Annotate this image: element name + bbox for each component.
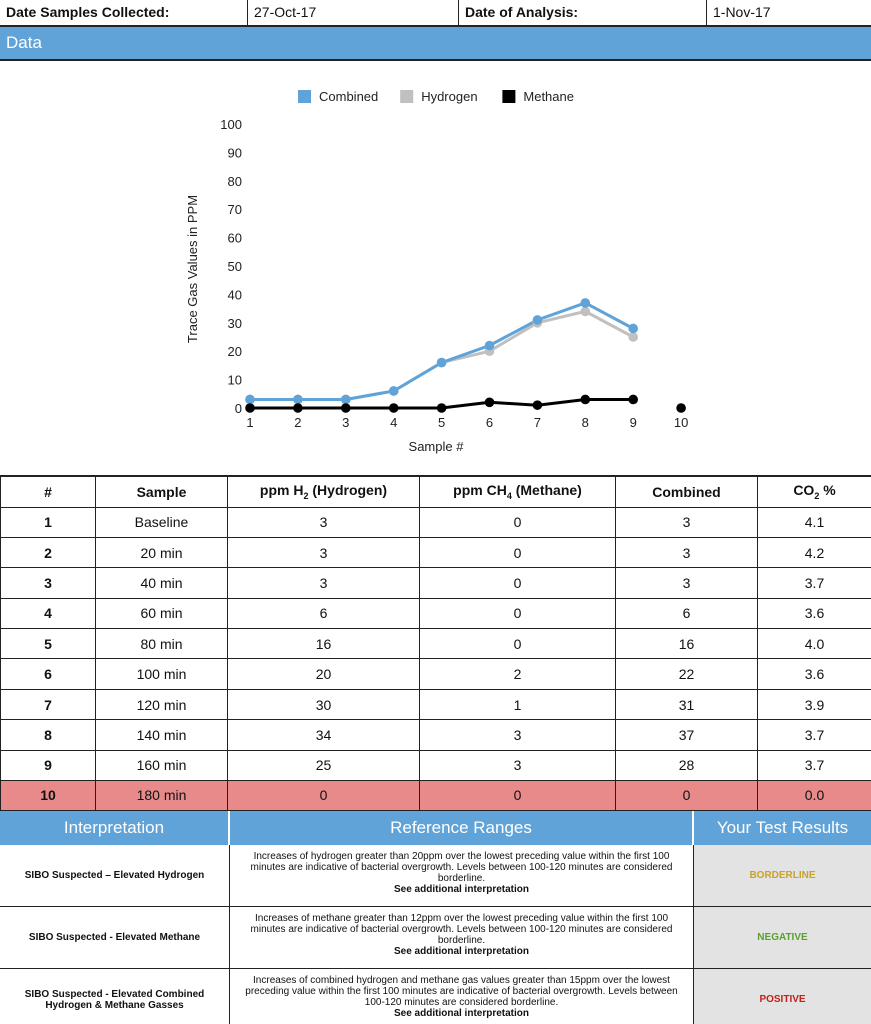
interpretation-table: [0, 811, 871, 1024]
interpretation-row: [0, 845, 871, 907]
col-header-interpretation: Interpretation: [0, 811, 230, 845]
row-co2: 3.9: [758, 689, 871, 719]
x-tick-label: 2: [294, 415, 302, 430]
table-header-row: [1, 476, 871, 507]
col-header-combined: Combined: [616, 476, 758, 507]
analysis-label: Date of Analysis:: [459, 0, 707, 25]
x-tick-label: 5: [437, 415, 446, 430]
table-row: [1, 750, 871, 780]
see-additional-link[interactable]: See additional interpretation: [393, 1008, 530, 1019]
row-hydrogen: 6: [228, 598, 420, 628]
legend-label-methane: Methane: [523, 89, 574, 104]
x-tick-label: 4: [390, 415, 398, 430]
interpretation-label: SIBO Suspected - Elevated Combined Hydrogen & Methane Gasses: [0, 969, 230, 1024]
row-combined: 16: [616, 629, 758, 659]
row-co2: 4.0: [758, 629, 871, 659]
row-hydrogen: 16: [228, 629, 420, 659]
x-tick-label: 1: [246, 415, 254, 430]
data-point-combined: [293, 395, 303, 405]
table-row: [1, 720, 871, 750]
data-point-methane: [245, 403, 255, 413]
series-line-hydrogen: [250, 311, 633, 399]
legend-swatch-combined: [298, 90, 311, 103]
x-tick-label: 3: [342, 415, 350, 430]
data-section-banner: Data: [0, 27, 871, 61]
row-number: 4: [1, 598, 96, 628]
col-header-hydrogen: ppm $H_2$ (Hydrogen): [228, 476, 420, 507]
table-row: [1, 568, 871, 598]
row-co2: 4.1: [758, 507, 871, 537]
sample-data-table: [0, 475, 871, 812]
row-hydrogen: 0: [228, 781, 420, 811]
row-sample: Baseline: [96, 507, 228, 537]
interpretation-row: [0, 969, 871, 1024]
row-methane: 3: [420, 720, 616, 750]
col-header-reference-ranges: Reference Ranges: [230, 811, 694, 845]
chart-legend: [298, 89, 574, 104]
reference-range-text: Increases of methane greater than 12ppm over the lowest preceding value within the first 100 minutes are indicative of bacterial overgrowth. Levels between 100-120 minutes are considered borderline.: [250, 913, 673, 946]
row-methane: 0: [420, 629, 616, 659]
row-co2: 3.6: [758, 598, 871, 628]
y-tick-label: 60: [227, 230, 242, 246]
test-result: [694, 969, 871, 1024]
legend-swatch-methane: [502, 90, 515, 103]
data-point-combined: [485, 341, 495, 351]
row-sample: 120 min: [96, 689, 228, 719]
row-hydrogen: 25: [228, 750, 420, 780]
data-point-methane: [485, 398, 495, 408]
reference-range: [230, 969, 694, 1024]
row-combined: 31: [616, 689, 758, 719]
x-tick-label: 9: [629, 415, 637, 430]
row-hydrogen: 30: [228, 689, 420, 719]
data-point-methane: [293, 403, 303, 413]
reference-range-text: Increases of combined hydrogen and methane gas values greater than 15ppm over the lowest preceding value within the first 100 minutes are indicative of bacterial overgrowth. Levels between 100-120 minutes are considered borderline.: [245, 975, 678, 1008]
row-combined: 3: [616, 537, 758, 567]
data-point-combined: [581, 298, 591, 308]
row-sample: 140 min: [96, 720, 228, 750]
reference-range-text: Increases of hydrogen greater than 20ppm over the lowest preceding value within the first 100 minutes are indicative of bacterial overgrowth. Levels between 100-120 minutes are considered borderline.: [250, 851, 673, 884]
test-result: [694, 845, 871, 906]
legend-swatch-hydrogen: [400, 90, 413, 103]
see-additional-link[interactable]: See additional interpretation: [393, 946, 530, 957]
col-header-test-results: Your Test Results: [716, 818, 849, 837]
row-co2: 0.0: [758, 781, 871, 811]
row-methane: 0: [420, 507, 616, 537]
reference-range: [230, 845, 694, 906]
y-tick-label: 80: [227, 173, 242, 189]
row-co2: 3.6: [758, 659, 871, 689]
x-tick-label: 6: [485, 415, 494, 430]
result-badge: BORDERLINE: [749, 870, 816, 881]
row-hydrogen: 3: [228, 507, 420, 537]
y-axis-ticks: [220, 117, 242, 416]
table-row: [1, 537, 871, 567]
y-tick-label: 90: [227, 145, 242, 161]
collected-value: 27-Oct-17: [248, 0, 459, 25]
y-tick-label: 10: [227, 372, 242, 388]
data-point-combined: [437, 358, 447, 368]
series-line-combined: [250, 303, 633, 400]
data-point-combined: [628, 324, 638, 334]
row-hydrogen: 34: [228, 720, 420, 750]
row-number: 1: [1, 507, 96, 537]
interpretation-row: [0, 907, 871, 969]
row-combined: 6: [616, 598, 758, 628]
row-co2: 4.2: [758, 537, 871, 567]
row-number: 6: [1, 659, 96, 689]
data-point-methane: [437, 403, 447, 413]
data-point-hydrogen: [628, 332, 638, 342]
result-badge: POSITIVE: [759, 994, 806, 1005]
row-methane: 3: [420, 750, 616, 780]
table-row: [1, 659, 871, 689]
test-result: [694, 907, 871, 968]
row-sample: 100 min: [96, 659, 228, 689]
y-tick-label: 50: [227, 259, 242, 274]
col-header-methane: ppm $CH_4$ (Methane): [420, 476, 616, 507]
table-row: [1, 689, 871, 719]
interpretation-header: [0, 811, 871, 845]
row-sample: 160 min: [96, 750, 228, 780]
row-number: 3: [1, 568, 96, 598]
y-tick-label: 70: [227, 202, 242, 218]
row-methane: 0: [420, 537, 616, 567]
y-tick-label: 100: [220, 117, 242, 132]
legend-label-hydrogen: Hydrogen: [421, 89, 478, 104]
row-hydrogen: 20: [228, 659, 420, 689]
row-methane: 0: [420, 781, 616, 811]
x-axis-label: Sample #: [408, 439, 464, 454]
col-header-number: #: [1, 476, 96, 507]
data-point-methane: [581, 395, 591, 405]
data-point-combined: [533, 315, 543, 325]
sample-dates-row: [0, 0, 871, 27]
row-hydrogen: 3: [228, 537, 420, 567]
interpretation-label: SIBO Suspected – Elevated Hydrogen: [0, 845, 230, 906]
table-row: [1, 507, 871, 537]
row-co2: 3.7: [758, 720, 871, 750]
row-combined: 28: [616, 750, 758, 780]
row-hydrogen: 3: [228, 568, 420, 598]
row-combined: 0: [616, 781, 758, 811]
row-combined: 3: [616, 568, 758, 598]
y-tick-label: 0: [234, 401, 242, 416]
data-point-hydrogen: [581, 307, 591, 317]
data-point-combined: [389, 386, 399, 396]
data-point-methane: [676, 403, 686, 413]
col-header-co2: $CO_2$ %: [758, 476, 871, 507]
data-point-combined: [245, 395, 255, 405]
col-header-sample: Sample: [96, 476, 228, 507]
row-number: 9: [1, 750, 96, 780]
table-row: [1, 629, 871, 659]
see-additional-link[interactable]: See additional interpretation: [393, 884, 530, 895]
data-point-methane: [389, 403, 399, 413]
row-number: 8: [1, 720, 96, 750]
y-tick-label: 30: [227, 315, 242, 331]
table-row: [1, 598, 871, 628]
x-tick-label: 8: [581, 415, 589, 430]
row-combined: 3: [616, 507, 758, 537]
y-tick-label: 20: [227, 344, 242, 360]
x-tick-label: 10: [673, 415, 689, 430]
analysis-value: 1-Nov-17: [713, 4, 771, 20]
reference-range: [230, 907, 694, 968]
data-point-methane: [341, 403, 351, 413]
row-methane: 0: [420, 568, 616, 598]
table-row: [1, 781, 871, 811]
row-number: 2: [1, 537, 96, 567]
data-point-methane: [533, 400, 543, 410]
series-lines: [250, 303, 633, 408]
row-methane: 0: [420, 598, 616, 628]
row-co2: 3.7: [758, 568, 871, 598]
row-number: 10: [1, 781, 96, 811]
row-number: 7: [1, 689, 96, 719]
row-sample: 40 min: [96, 568, 228, 598]
y-axis-label: Trace Gas Values in PPM: [185, 194, 200, 344]
row-combined: 22: [616, 659, 758, 689]
row-number: 5: [1, 629, 96, 659]
row-sample: 20 min: [96, 537, 228, 567]
row-sample: 80 min: [96, 629, 228, 659]
data-point-methane: [628, 395, 638, 405]
x-tick-label: 7: [533, 415, 542, 430]
row-sample: 180 min: [96, 781, 228, 811]
interpretation-label: SIBO Suspected - Elevated Methane: [0, 907, 230, 968]
row-methane: 2: [420, 659, 616, 689]
legend-label-combined: Combined: [319, 89, 379, 104]
collected-label: Date Samples Collected:: [0, 0, 248, 25]
row-co2: 3.7: [758, 750, 871, 780]
y-tick-label: 40: [227, 287, 242, 303]
x-axis-ticks: [246, 415, 688, 430]
trace-gas-chart: [0, 61, 871, 475]
data-point-combined: [341, 395, 351, 405]
row-sample: 60 min: [96, 598, 228, 628]
row-methane: 1: [420, 689, 616, 719]
result-badge: NEGATIVE: [757, 932, 808, 943]
row-combined: 37: [616, 720, 758, 750]
